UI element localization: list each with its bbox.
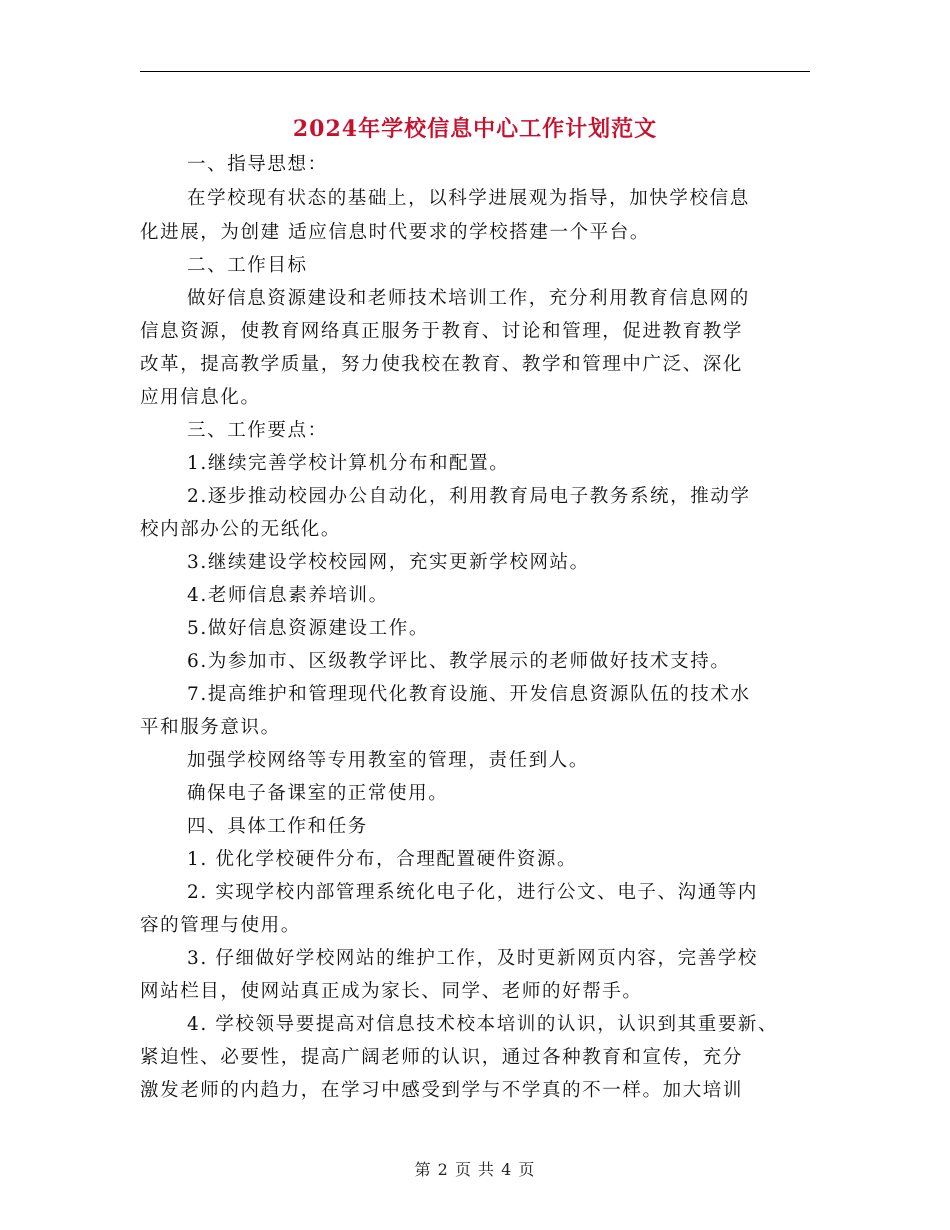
section-heading-3: 三、工作要点：	[187, 420, 328, 441]
document-title: 2024年学校信息中心工作计划范文	[292, 116, 658, 142]
section-heading-2: 二、工作目标	[187, 255, 308, 276]
list-item: 3. 仔细做好学校网站的维护工作，及时更新网页内容，完善学校	[187, 948, 759, 969]
list-item: 1. 优化学校硬件分布，合理配置硬件资源。	[187, 849, 578, 870]
list-item: 7.提高维护和管理现代化教育设施、开发信息资源队伍的技术水	[187, 684, 751, 705]
paragraph-line: 做好信息资源建设和老师技术培训工作，充分利用教育信息网的	[187, 288, 750, 309]
list-item: 5.做好信息资源建设工作。	[187, 618, 429, 639]
paragraph-line: 在学校现有状态的基础上，以科学进展观为指导，加快学校信息	[187, 188, 750, 209]
list-item: 1.继续完善学校计算机分布和配置。	[187, 453, 510, 474]
list-item: 4.老师信息素养培训。	[187, 585, 389, 606]
header-rule	[140, 71, 810, 72]
list-item-continuation: 紧迫性、必要性，提高广阔老师的认识，通过各种教育和宣传，充分	[140, 1047, 744, 1068]
list-item-continuation: 激发老师的内趋力，在学习中感受到学与不学真的不一样。加大培训	[140, 1080, 744, 1101]
list-item: 2.逐步推动校园办公自动化，利用教育局电子教务系统，推动学	[187, 486, 751, 507]
list-item-continuation: 校内部办公的无纸化。	[140, 519, 342, 540]
paragraph-line: 确保电子备课室的正常使用。	[187, 783, 449, 804]
paragraph-line: 加强学校网络等专用教室的管理，责任到人。	[187, 750, 590, 771]
list-item-continuation: 网站栏目，使网站真正成为家长、同学、老师的好帮手。	[140, 981, 643, 1002]
list-item-continuation: 平和服务意识。	[140, 717, 281, 738]
paragraph-line: 应用信息化。	[140, 387, 261, 408]
paragraph-line: 改革，提高教学质量，努力使我校在教育、教学和管理中广泛、深化	[140, 354, 744, 375]
list-item: 6.为参加市、区级教学评比、教学展示的老师做好技术支持。	[187, 651, 731, 672]
list-item: 2. 实现学校内部管理系统化电子化，进行公文、电子、沟通等内	[187, 882, 759, 903]
list-item: 4. 学校领导要提高对信息技术校本培训的认识，认识到其重要新、	[187, 1014, 779, 1035]
section-heading-1: 一、指导思想：	[187, 154, 328, 175]
section-heading-4: 四、具体工作和任务	[187, 816, 368, 837]
list-item-continuation: 容的管理与使用。	[140, 915, 301, 936]
page-number: 第 2 页 共 4 页	[414, 1160, 536, 1179]
list-item: 3.继续建设学校校园网，充实更新学校网站。	[187, 552, 590, 573]
paragraph-line: 化进展，为创建 适应信息时代要求的学校搭建一个平台。	[140, 222, 650, 243]
paragraph-line: 信息资源，使教育网络真正服务于教育、讨论和管理，促进教育教学	[140, 321, 744, 342]
